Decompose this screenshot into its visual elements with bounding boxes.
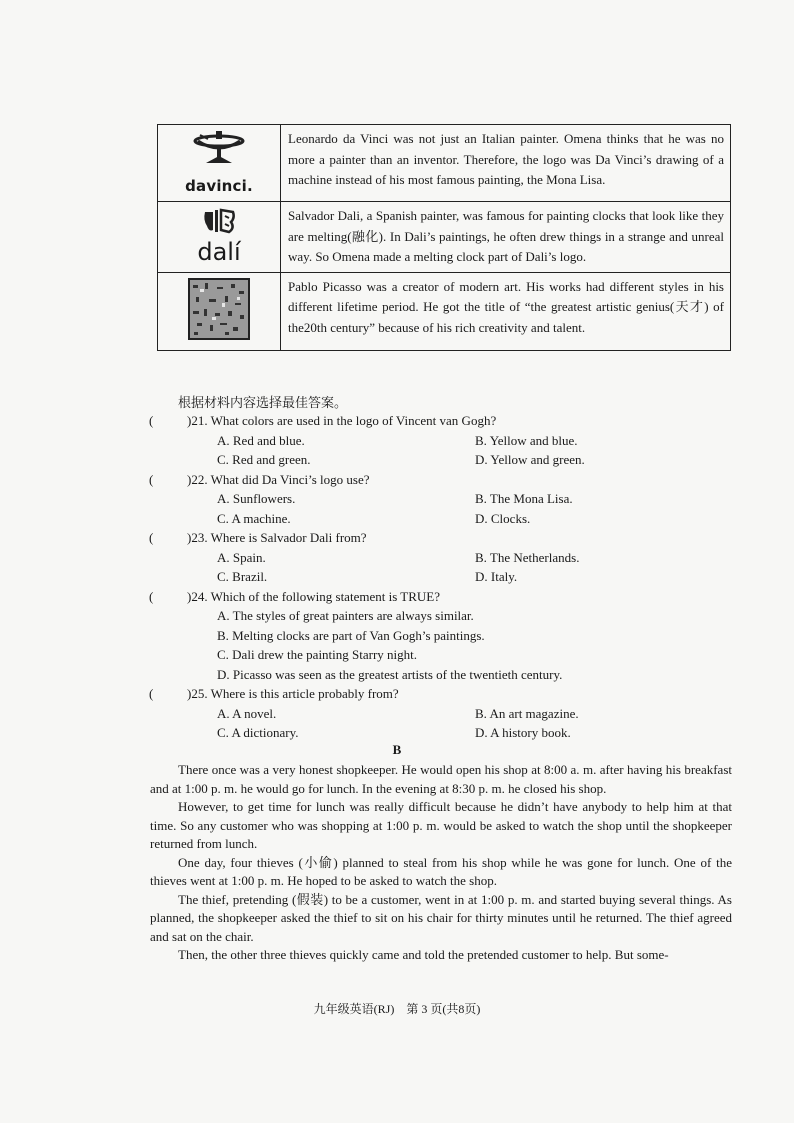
question-stem: )21. What colors are used in the logo of Vincent van Gogh? xyxy=(187,413,497,428)
answer-option: B. Yellow and blue. xyxy=(475,432,578,448)
table-row xyxy=(158,202,731,273)
question-stem: )23. Where is Salvador Dali from? xyxy=(187,530,367,545)
answer-option: C. Dali drew the painting Starry night. xyxy=(217,647,418,662)
answer-option: A. Spain. xyxy=(217,549,266,565)
dali-logo xyxy=(158,202,281,273)
question xyxy=(149,587,749,607)
table-row xyxy=(158,125,731,202)
option-row xyxy=(149,431,749,451)
question-stem: )22. What did Da Vinci’s logo use? xyxy=(187,471,370,487)
question-stem: )24. Which of the following statement is TRUE? xyxy=(187,588,440,604)
answer-bracket: ( xyxy=(149,530,154,545)
picasso-description: Pablo Picasso was a creator of modern art. His works had different styles in his different lifetime period. He got the title of “the greatest artistic genius(天才) of the20th century” because of his rich creativity and talent. xyxy=(281,272,731,351)
section-b-heading: B xyxy=(392,742,402,757)
passage-paragraph: One day, four thieves (小偷) planned to steal from his shop while he was gone for lunch. One of the thieves went at 1:00 p. m. He hoped to be asked to watch the shop. xyxy=(150,854,732,888)
answer-option: D. Clocks. xyxy=(475,510,531,526)
question xyxy=(149,411,749,431)
answer-bracket: ( xyxy=(149,588,154,604)
option-row xyxy=(149,645,749,665)
answer-option: A. Red and blue. xyxy=(217,432,305,448)
davinci-description: Leonardo da Vinci was not just an Italian painter. Omena thinks that he was no more a painter than an inventor. Therefore, the logo was Da Vinci’s drawing of a machine instead of his most famous painting, the Mona Lisa. xyxy=(281,125,731,202)
option-row xyxy=(149,704,749,724)
option-row xyxy=(149,489,749,509)
answer-option: D. Picasso was seen as the greatest artists of the twentieth century. xyxy=(217,666,563,682)
answer-option: B. An art magazine. xyxy=(475,705,579,721)
answer-option: D. Italy. xyxy=(475,569,518,584)
answer-bracket: ( xyxy=(149,471,154,487)
passage-paragraph: There once was a very honest shopkeeper. He would open his shop at 8:00 a. m. after having his breakfast and at 1:00 p. m. he would go for lunch. In the evening at 8:30 p. m. he closed his shop. xyxy=(150,762,732,796)
option-row xyxy=(149,626,749,646)
passage-paragraph: Then, the other three thieves quickly came and told the pretended customer to help. But some- xyxy=(178,947,669,962)
passage-b xyxy=(150,761,732,965)
answer-option: C. A dictionary. xyxy=(217,725,299,740)
question-list xyxy=(149,411,749,743)
page-footer: 九年级英语(RJ) 第 3 页(共8页) xyxy=(313,1002,481,1016)
answer-option: D. A history book. xyxy=(475,725,571,740)
question xyxy=(149,528,749,548)
painter-logo-table xyxy=(157,124,731,351)
option-row xyxy=(149,548,749,568)
answer-option: C. Red and green. xyxy=(217,452,311,467)
answer-option: B. The Mona Lisa. xyxy=(475,491,573,506)
dali-description: Salvador Dali, a Spanish painter, was famous for painting clocks that look like they are melting(融化). In Dali’s paintings, he often drew things in a strange and unreal way. So Omena made a melting clock part of Dali’s logo. xyxy=(281,202,731,273)
answer-option: B. Melting clocks are part of Van Gogh’s paintings. xyxy=(217,627,485,643)
davinci-logo xyxy=(158,125,281,202)
picasso-logo xyxy=(158,272,281,351)
answer-option: A. The styles of great painters are always similar. xyxy=(217,608,474,623)
question-stem: )25. Where is this article probably from? xyxy=(187,686,399,701)
davinci-machine-icon xyxy=(188,129,250,167)
instruction: 根据材料内容选择最佳答案。 xyxy=(178,395,348,410)
answer-option: C. A machine. xyxy=(217,510,291,526)
question xyxy=(149,684,749,704)
answer-option: A. Sunflowers. xyxy=(217,491,296,506)
option-row xyxy=(149,606,749,626)
passage-paragraph: However, to get time for lunch was really difficult because he didn’t have anybody to help him at that time. So any customer who was shopping at 1:00 p. m. would be asked to watch the shop until the shopkeeper returned from lunch. xyxy=(150,799,732,851)
question xyxy=(149,470,749,490)
option-row xyxy=(149,567,749,587)
dali-wordmark: dalí xyxy=(197,237,241,266)
answer-option: C. Brazil. xyxy=(217,569,268,584)
option-row xyxy=(149,450,749,470)
answer-option: A. A novel. xyxy=(217,705,277,721)
melting-clock-icon xyxy=(199,206,239,236)
passage-paragraph: The thief, pretending (假装) to be a customer, went in at 1:00 p. m. and started buying several things. As planned, the shopkeeper asked the thief to sit on his chair for thirty minutes until he returned. The thief agreed and sat on the chair. xyxy=(150,891,732,944)
answer-option: D. Yellow and green. xyxy=(475,452,585,467)
table-row xyxy=(158,272,731,351)
answer-bracket: ( xyxy=(149,686,154,701)
picasso-texture-icon xyxy=(187,277,251,341)
answer-bracket: ( xyxy=(149,413,154,428)
davinci-wordmark: davinci. xyxy=(185,176,253,195)
option-row xyxy=(149,665,749,685)
option-row xyxy=(149,509,749,529)
answer-option: B. The Netherlands. xyxy=(475,549,580,565)
